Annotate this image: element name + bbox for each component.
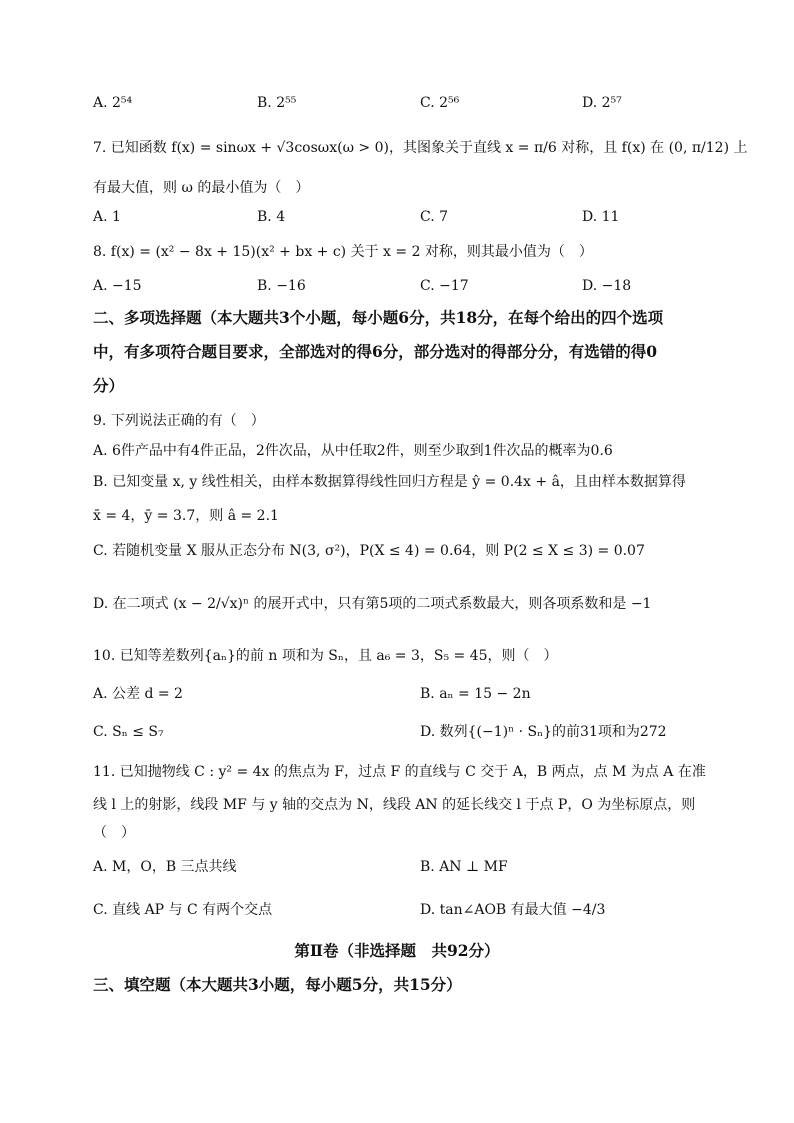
- section2-heading-line2: 中，有多项符合题目要求，全部选对的得6分，部分选对的得部分分，有选错的得0: [93, 342, 658, 361]
- q7-option-b: B. 4: [257, 209, 286, 225]
- part2-title: 第Ⅱ卷（非选择题 共92分）: [294, 941, 500, 960]
- q8-option-c: C. −17: [420, 278, 469, 294]
- q10-option-c: C. Sₙ ≤ S₇: [93, 724, 164, 740]
- q6-option-a: A. 2⁵⁴: [93, 95, 133, 111]
- q8-option-d: D. −18: [582, 278, 632, 294]
- q7-stem-line1: 7. 已知函数 f(x) = sinωx + √3cosωx(ω > 0)，其图象关于直线 x = π/6 对称，且 f(x) 在 (0, π/12) 上: [93, 140, 748, 156]
- q8-stem: 8. f(x) = (x² − 8x + 15)(x² + bx + c) 关于 x = 2 对称，则其最小值为（ ）: [93, 244, 593, 260]
- q8-option-b: B. −16: [257, 278, 306, 294]
- q10-option-a: A. 公差 d = 2: [93, 686, 183, 702]
- q9-option-c: C. 若随机变量 X 服从正态分布 N(3, σ²)，P(X ≤ 4) = 0.64，则 P(2 ≤ X ≤ 3) = 0.07: [93, 543, 645, 559]
- q11-option-c: C. 直线 AP 与 C 有两个交点: [93, 902, 273, 918]
- q6-option-c: C. 2⁵⁶: [420, 95, 460, 111]
- q7-stem-line2: 有最大值，则 ω 的最小值为（ ）: [93, 180, 310, 196]
- q11-option-b: B. AN ⊥ MF: [420, 859, 508, 875]
- section2-heading-line1: 二、多项选择题（本大题共3个小题，每小题6分，共18分，在每个给出的四个选项: [93, 308, 664, 327]
- q9-stem: 9. 下列说法正确的有（ ）: [93, 413, 265, 429]
- q9-option-a: A. 6件产品中有4件正品，2件次品，从中任取2件，则至少取到1件次品的概率为0.6: [93, 443, 613, 459]
- q9-option-d: D. 在二项式 (x − 2/√x)ⁿ 的展开式中，只有第5项的二项式系数最大，则各项系数和是 −1: [93, 596, 652, 612]
- q11-option-a: A. M，O，B 三点共线: [93, 859, 237, 875]
- q6-option-d: D. 2⁵⁷: [582, 95, 622, 111]
- q9-option-b-line2: x̄ = 4，ȳ = 3.7，则 â = 2.1: [93, 508, 279, 524]
- q6-option-b: B. 2⁵⁵: [257, 95, 297, 111]
- q9-option-b-line1: B. 已知变量 x, y 线性相关，由样本数据算得线性回归方程是 ŷ = 0.4x + â，且由样本数据算得: [93, 474, 686, 490]
- q11-stem-line1: 11. 已知抛物线 C : y² = 4x 的焦点为 F，过点 F 的直线与 C 交于 A，B 两点，点 M 为点 A 在准: [93, 764, 706, 780]
- q7-option-d: D. 11: [582, 209, 620, 225]
- q7-option-a: A. 1: [93, 209, 121, 225]
- q8-option-a: A. −15: [93, 278, 142, 294]
- q7-option-c: C. 7: [420, 209, 449, 225]
- q11-stem-line3: （ ）: [93, 825, 135, 841]
- section2-heading-line3: 分）: [93, 376, 125, 395]
- q10-option-d: D. 数列{(−1)ⁿ · Sₙ}的前31项和为272: [420, 724, 667, 740]
- section3-heading: 三、填空题（本大题共3小题，每小题5分，共15分）: [93, 975, 462, 994]
- q11-option-d: D. tan∠AOB 有最大值 −4/3: [420, 902, 606, 918]
- q10-option-b: B. aₙ = 15 − 2n: [420, 686, 531, 702]
- q11-stem-line2: 线 l 上的射影，线段 MF 与 y 轴的交点为 N，线段 AN 的延长线交 l 于点 P，O 为坐标原点，则: [93, 797, 696, 813]
- q10-stem: 10. 已知等差数列{aₙ}的前 n 项和为 Sₙ，且 a₆ = 3，S₅ = 45，则（ ）: [93, 648, 558, 664]
